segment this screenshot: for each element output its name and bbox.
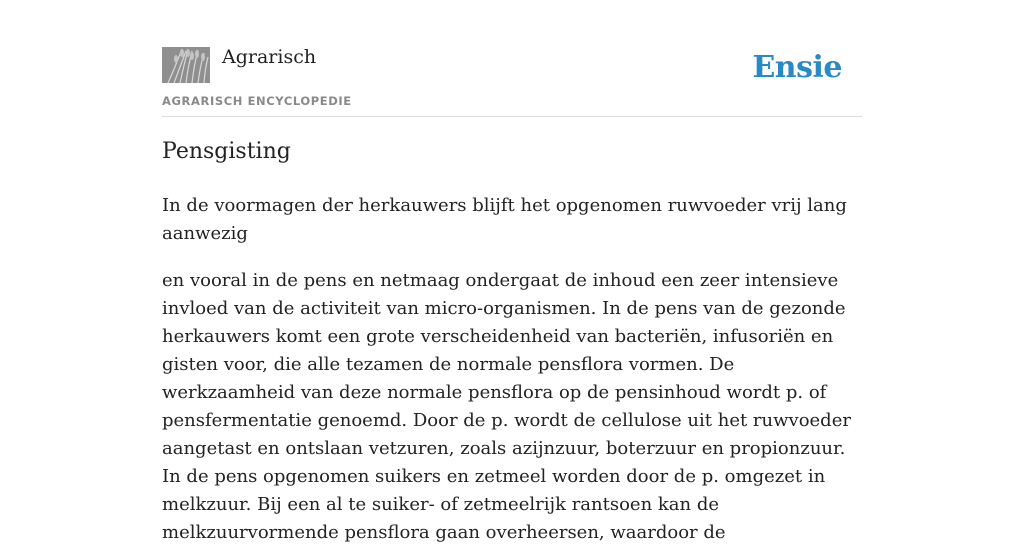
site-subtitle: AGRARISCH ENCYCLOPEDIE bbox=[162, 94, 352, 108]
article-body: en vooral in de pens en netmaag ondergaat de inhoud een zeer intensieve invloed van de activiteit van micro-organismen. In de pens van de gezonde herkauwers komt een grote verscheidenheid van bacteriën, infusoriën en gisten voor, die alle tezamen de normale pensflora vormen. De werkzaamheid van deze normale pensflora op de pensinhoud wordt p. of pensfermentatie genoemd. Door de p. wordt de cellulose uit het ruwvoeder aangetast en ontslaan vetzuren, zoals azijnzuur, boterzuur en propionzuur. In de pens opgenomen suikers en zetmeel worden door de p. omgezet in melkzuur. Bij een al te suiker- of zetmeelrijk rantsoen kan de melkzuurvormende pensflora gaan overheersen, waardoor de bbox=[162, 270, 851, 543]
article-title: Pensgisting bbox=[162, 139, 291, 164]
site-header bbox=[162, 44, 862, 117]
ensie-brand-logo[interactable]: Ensie bbox=[752, 50, 842, 85]
article-intro: In de voormagen der herkauwers blijft het opgenomen ruwvoeder vrij lang aanwezig bbox=[162, 195, 847, 244]
wheat-logo-icon[interactable] bbox=[162, 47, 210, 83]
site-name[interactable]: Agrarisch bbox=[222, 46, 317, 68]
